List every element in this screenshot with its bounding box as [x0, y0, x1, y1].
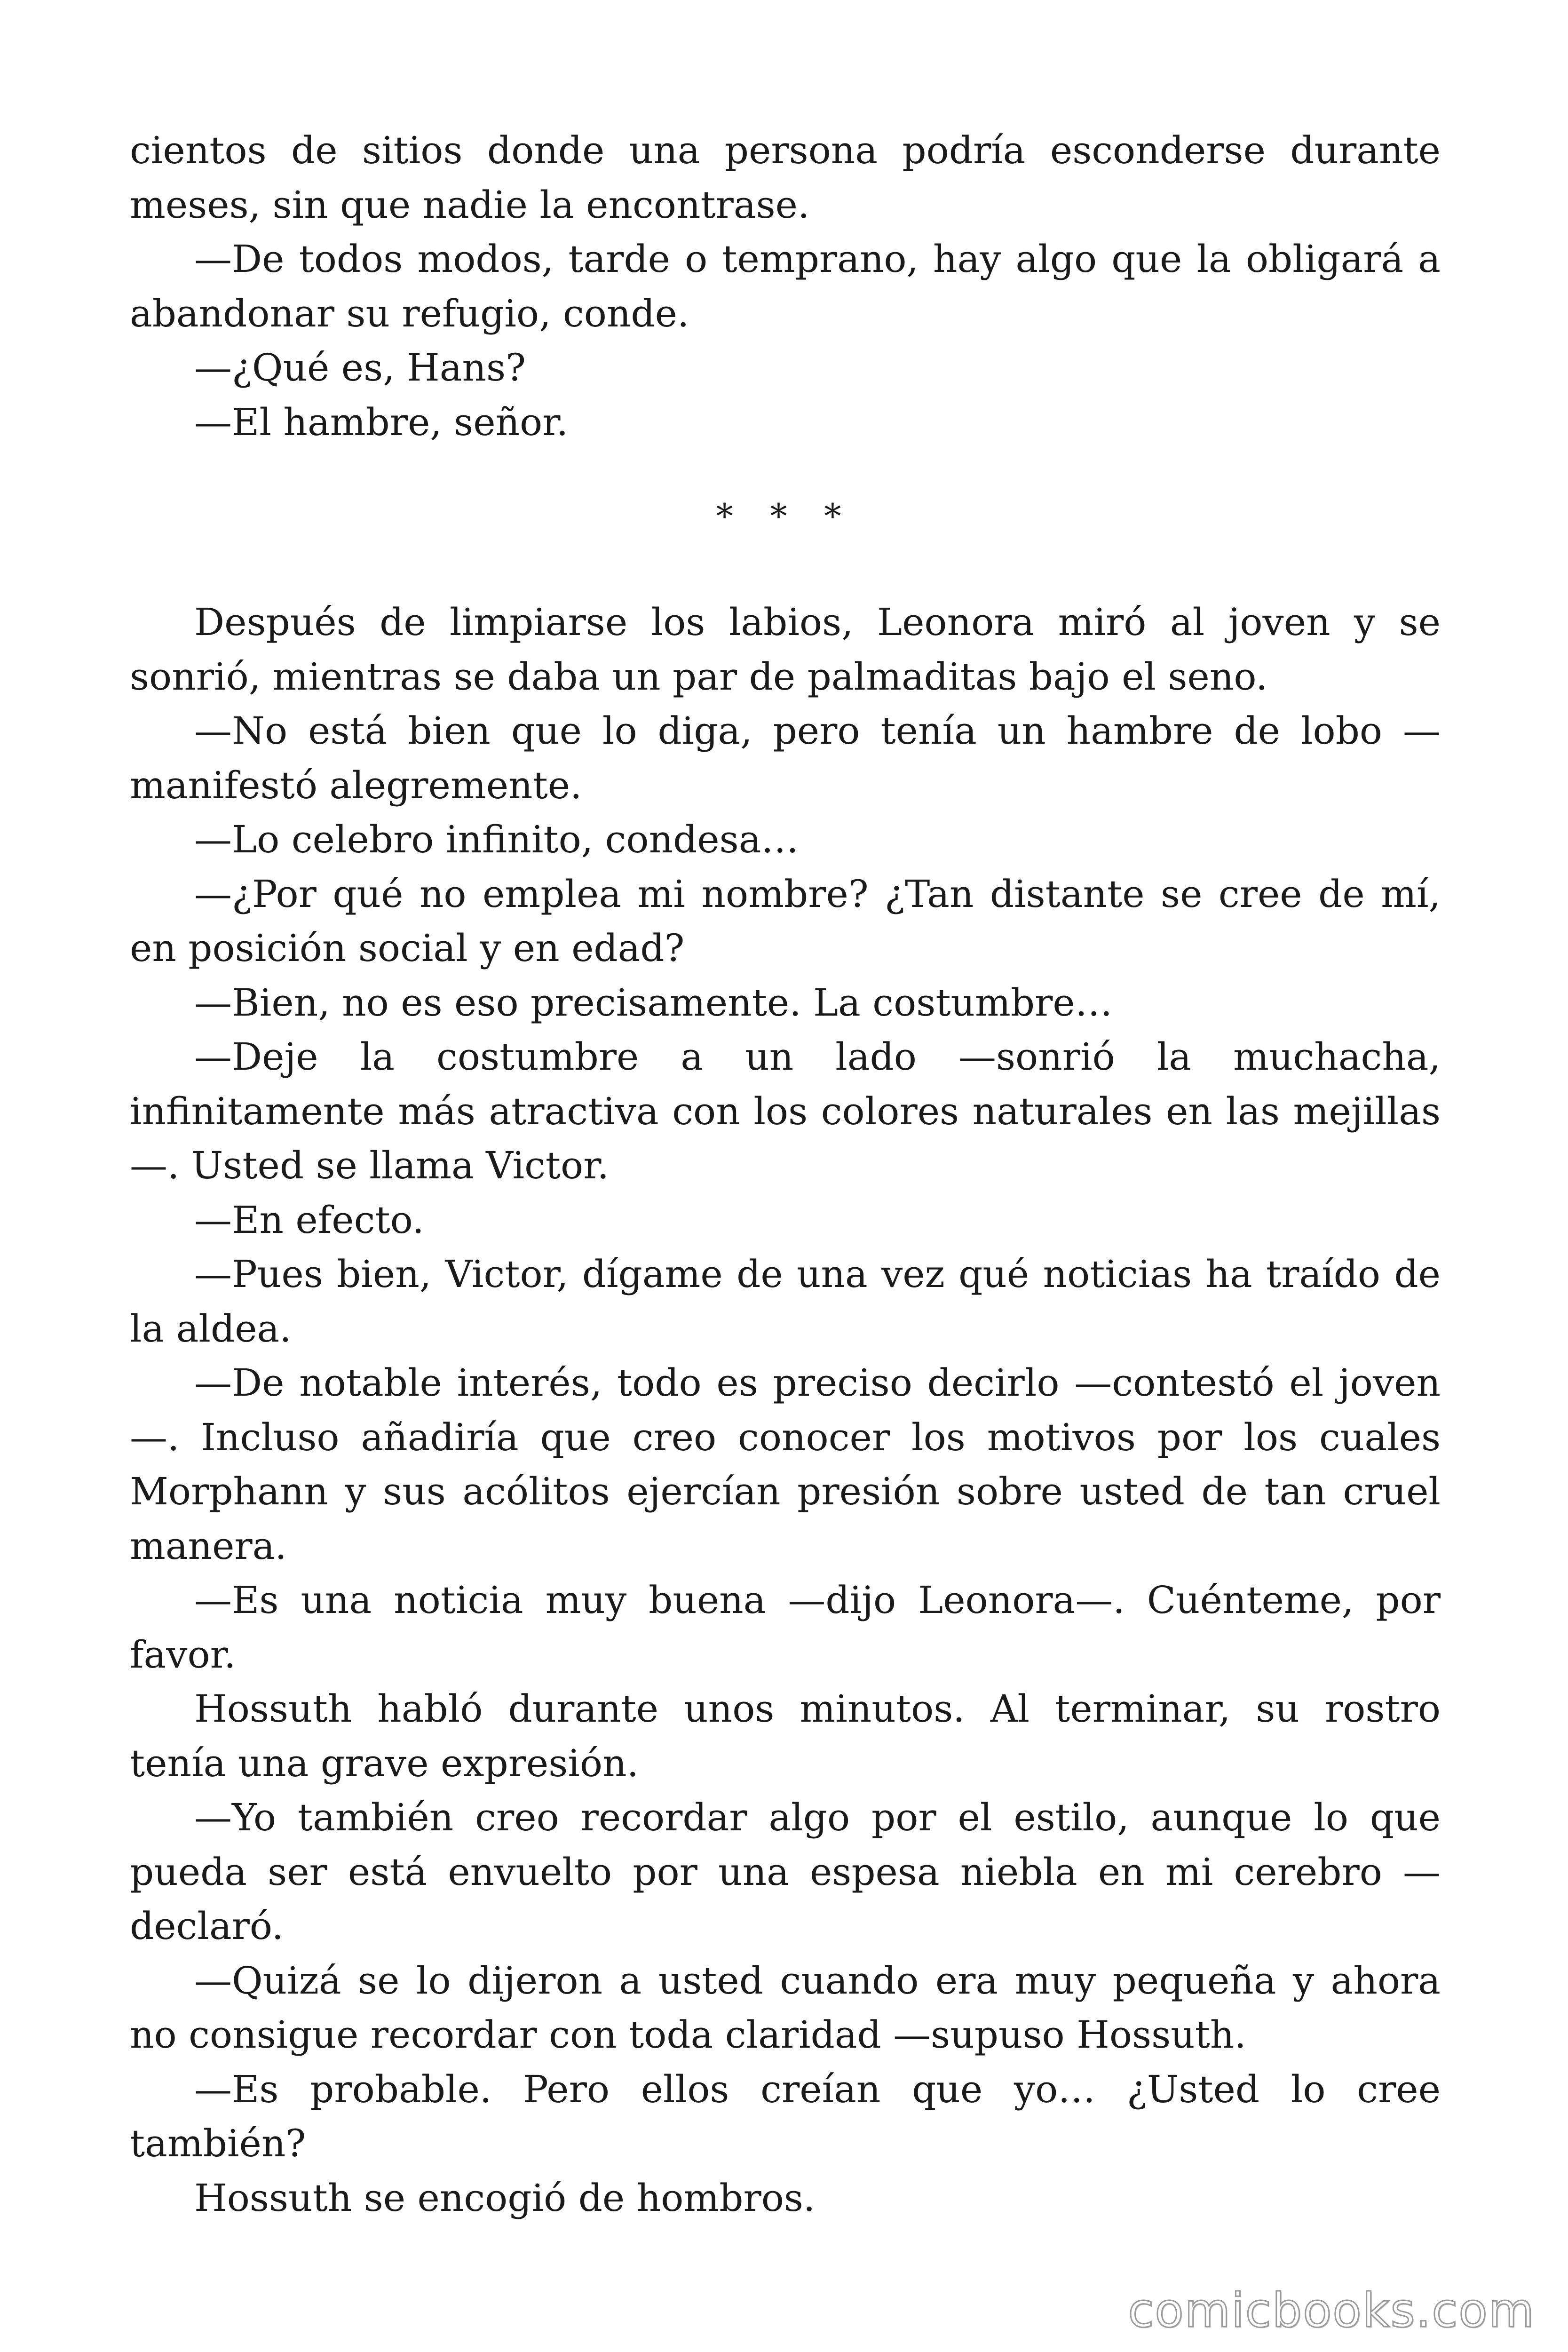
paragraph-group-after-break	[130, 595, 1441, 2225]
paragraph: —Yo también creo recordar algo por el estilo, aunque lo que pueda ser está envuelto por una espesa niebla en mi cerebro —declaró.	[130, 1796, 1441, 1948]
paragraph: —Es una noticia muy buena —dijo Leonora—. Cuénteme, por favor.	[130, 1578, 1441, 1677]
scene-break: * * *	[716, 496, 855, 536]
paragraph: cientos de sitios donde una persona podría esconderse durante meses, sin que nadie la encontrase.	[130, 128, 1441, 227]
paragraph: Después de limpiarse los labios, Leonora miró al joven y se sonrió, mientras se daba un par de palmaditas bajo el seno.	[130, 600, 1441, 699]
paragraph: —Lo celebro infinito, condesa…	[194, 818, 799, 861]
paragraph: —De todos modos, tarde o temprano, hay algo que la obligará a abandonar su refugio, conde.	[130, 237, 1441, 335]
paragraph: —¿Por qué no emplea mi nombre? ¿Tan distante se cree de mí, en posición social y en edad?	[130, 872, 1441, 970]
paragraph: Hossuth se encogió de hombros.	[194, 2176, 816, 2220]
paragraph: Hossuth habló durante unos minutos. Al terminar, su rostro tenía una grave expresión.	[130, 1687, 1441, 1785]
paragraph: —¿Qué es, Hans?	[194, 346, 526, 389]
paragraph-group-before-break	[130, 123, 1441, 449]
paragraph: —Bien, no es eso precisamente. La costumbre…	[194, 980, 1113, 1025]
paragraph: —Es probable. Pero ellos creían que yo… ¿Usted lo cree también?	[130, 2067, 1441, 2165]
watermark-logo: comicbooks.com	[1128, 2283, 1535, 2338]
paragraph: —No está bien que lo diga, pero tenía un hambre de lobo —manifestó alegremente.	[130, 709, 1441, 807]
paragraph: —Deje la costumbre a un lado —sonrió la muchacha, infinitamente más atractiva con los colores naturales en las mejillas —. Usted se llama Victor.	[130, 1035, 1441, 1187]
paragraph: —Quizá se lo dijeron a usted cuando era muy pequeña y ahora no consigue recordar con toda claridad —supuso Hossuth.	[130, 1958, 1441, 2057]
paragraph: —En efecto.	[194, 1198, 424, 1242]
page-body-text	[130, 123, 1441, 2225]
paragraph: —El hambre, señor.	[194, 400, 569, 444]
paragraph: —De notable interés, todo es preciso decirlo —contestó el joven —. Incluso añadiría que creo conocer los motivos por los cuales Morphann y sus acólitos ejercían presión sobre usted de tan cruel manera.	[130, 1361, 1441, 1568]
paragraph: —Pues bien, Victor, dígame de una vez qué noticias ha traído de la aldea.	[130, 1252, 1441, 1351]
